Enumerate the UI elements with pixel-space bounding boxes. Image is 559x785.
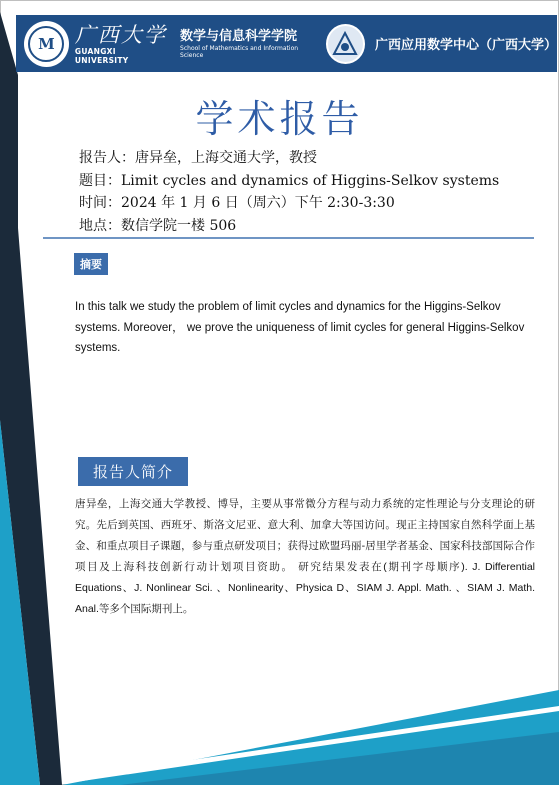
document-title: 学术报告 xyxy=(195,97,364,141)
time-line: 时间：2024 年 1 月 6 日（周六）下午 2:30-3:30 xyxy=(79,195,395,211)
bio-text: 唐异垒，上海交通大学教授、博导，主要从事常微分方程与动力系统的定性理论与分支理论的研究。先后到英国、西班牙、斯洛文尼亚、意大利、加拿大等国访问。现正主持国家自然科学面上基金、和重点项目子课题，参与重点研发项目；获得过欧盟玛丽-居里学者基金、国家科技部国际合作项目及上海科技创新行动计划项目资助。 研究结果发表在(期刊字母顺序). J. Differential Equations、J. Nonlinear Sci. 、Nonlinearity、Physica D、SIAM J. Appl. Math. 、SIAM J. Math. Anal.等多个国际期刊上。 xyxy=(75,498,535,615)
math-center-name: 广西应用数学中心（广西大学） xyxy=(374,38,557,53)
speaker-line: 报告人：唐异垒，上海交通大学，教授 xyxy=(79,150,317,166)
university-name-en: GUANGXI UNIVERSITY xyxy=(74,46,129,65)
university-seal-icon: M xyxy=(24,21,69,67)
abstract-text: In this talk we study the problem of limit cycles and dynamics for the Higgins-Selkov systems. Moreover， we prove the uniqueness of limit cycles for general Higgins-Selkov systems. xyxy=(75,301,525,354)
section-divider xyxy=(43,237,534,239)
bio-label: 报告人简介 xyxy=(78,457,188,486)
header-banner xyxy=(16,15,557,72)
math-center-logo-icon xyxy=(326,24,365,64)
talk-info xyxy=(79,147,499,237)
place-line: 地点：数信学院一楼 506 xyxy=(79,217,237,234)
university-name-cn: 广西大学 xyxy=(74,22,167,47)
topic-line: 题目：Limit cycles and dynamics of Higgins-Selkov systems xyxy=(79,172,500,189)
abstract-label: 摘要 xyxy=(74,253,108,275)
school-name-cn: 数学与信息科学学院 xyxy=(180,29,298,44)
school-name-en: School of Mathematics and Information Science xyxy=(180,45,299,59)
university-name xyxy=(75,23,170,65)
school-name xyxy=(180,28,320,59)
